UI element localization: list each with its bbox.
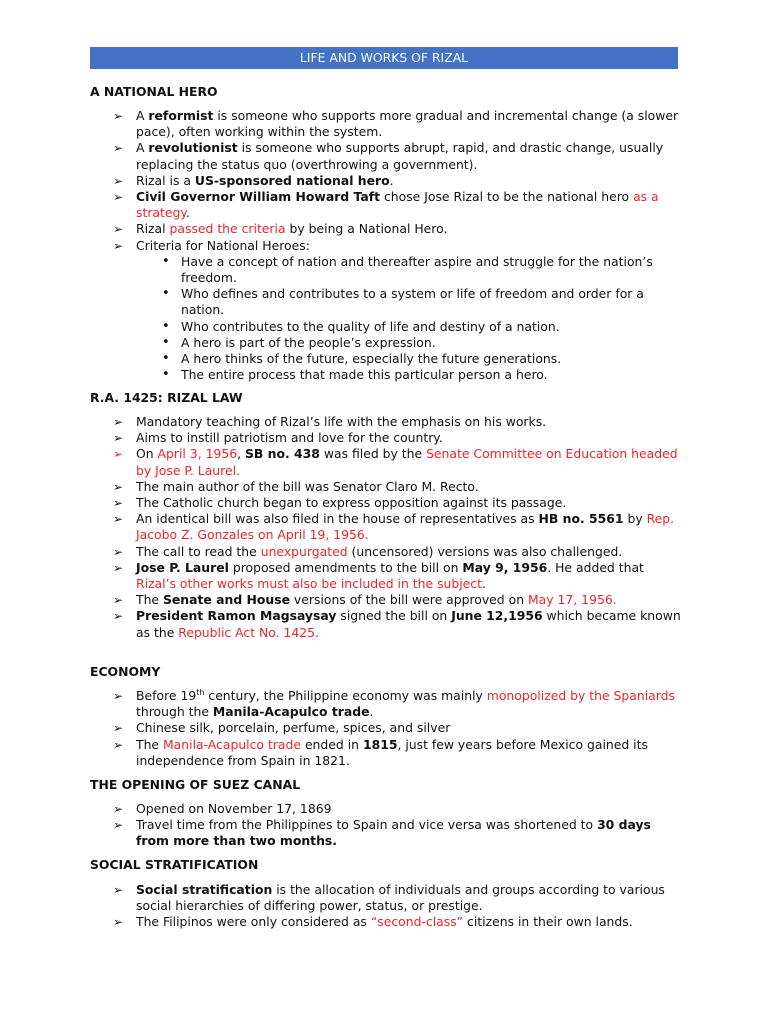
text-segment: An identical bill was also filed in the house of representatives as <box>136 511 539 527</box>
list-item-text <box>136 495 566 510</box>
text-segment: Manila-Acapulco trade <box>212 704 370 720</box>
list-item <box>113 238 683 384</box>
list-item-text <box>136 108 678 139</box>
text-segment: Mandatory teaching of Rizal’s life with the emphasis on his works. <box>136 414 547 429</box>
sublist-item: • Have a concept of nation and thereafter aspire and struggle for the nation’s freedom. <box>159 254 683 286</box>
text-segment: is someone who supports more gradual and incremental change (a slower pace), often working within the system. <box>136 108 679 140</box>
list-item-text <box>136 238 310 253</box>
text-segment: Social stratification <box>136 882 273 897</box>
list-item <box>113 560 683 592</box>
text-segment: which became known as the <box>136 608 681 640</box>
text-segment: citizens in their own lands. <box>463 914 633 930</box>
list-item <box>113 414 683 430</box>
sublist-item: • A hero thinks of the future, especially the future generations. <box>159 351 683 367</box>
text-segment: as a strategy <box>136 189 659 221</box>
list-item-text <box>136 414 546 429</box>
list-item <box>113 173 683 189</box>
list-national-hero <box>113 108 683 383</box>
text-segment: May 17, 1956. <box>527 592 617 608</box>
list-item-text <box>136 817 651 848</box>
text-segment: A <box>136 108 149 123</box>
text-segment: 30 days from more than two months. <box>136 817 651 849</box>
list-item-text <box>136 511 674 542</box>
text-segment: Jose P. Laurel <box>136 559 229 575</box>
text-segment: versions of the bill were approved on <box>289 592 528 608</box>
text-segment: Manila-Acapulco trade <box>162 736 301 752</box>
text-segment: Republic Act No. 1425. <box>178 624 320 640</box>
criteria-sublist <box>159 254 683 384</box>
list-item-text <box>136 173 394 188</box>
list-item-text <box>136 479 479 494</box>
text-segment: chose Jose Rizal to be the national hero <box>380 189 634 205</box>
text-segment: (uncensored) versions was also challenged. <box>347 543 623 559</box>
section-heading-social-stratification: SOCIAL STRATIFICATION <box>90 857 259 872</box>
text-segment: unexpurgated <box>260 543 348 559</box>
text-segment: Travel time from the Philippines to Spain and vice versa was shortened to <box>136 817 598 833</box>
sublist-item: • The entire process that made this particular person a hero. <box>159 367 683 383</box>
list-item-text <box>136 189 659 220</box>
list-item-text <box>136 592 617 607</box>
section-heading-rizal-law: R.A. 1425: RIZAL LAW <box>90 390 243 405</box>
list-item-text <box>136 430 443 445</box>
list-item-text <box>136 221 447 236</box>
text-segment: is the allocation of individuals and groups according to various social hierarchies of differing power, status, or prestige. <box>136 882 665 914</box>
list-item-text <box>136 882 665 913</box>
text-segment: The Filipinos were only considered as <box>136 914 371 930</box>
list-economy <box>113 688 683 769</box>
text-segment: The Catholic church began to express opposition against its passage. <box>136 495 567 511</box>
text-segment: On <box>136 446 158 462</box>
text-segment: monopolized by the Spaniards <box>486 688 675 703</box>
text-segment: Aims to instill patriotism and love for the country. <box>136 430 443 446</box>
sublist-item: • Who contributes to the quality of life and destiny of a nation. <box>159 319 683 335</box>
list-social-stratification <box>113 882 683 931</box>
list-item <box>113 592 683 608</box>
section-heading-suez-canal: THE OPENING OF SUEZ CANAL <box>90 777 301 792</box>
list-item <box>113 446 683 478</box>
list-item <box>113 511 683 543</box>
list-item <box>113 737 683 769</box>
text-segment: Senate and House <box>162 592 290 608</box>
text-segment: Rizal is a <box>136 172 195 188</box>
list-item-text <box>136 737 648 768</box>
list-item <box>113 882 683 914</box>
text-segment: The main author of the bill was Senator Claro M. Recto. <box>136 478 479 494</box>
list-item-text <box>136 560 644 591</box>
text-segment: ended in <box>301 736 363 752</box>
list-item <box>113 720 683 736</box>
text-segment: through the <box>136 704 213 720</box>
text-segment: was filed by the <box>319 446 427 462</box>
text-segment: by <box>623 511 647 527</box>
text-segment: , just few years before Mexico gained its independence from Spain in 1821. <box>136 736 648 768</box>
text-segment: A <box>136 140 149 156</box>
list-item <box>113 801 683 817</box>
list-item <box>113 221 683 237</box>
text-segment: . <box>185 205 190 221</box>
list-item <box>113 495 683 511</box>
text-segment: Rizal’s other works must also be included in the subject <box>136 576 482 592</box>
text-segment: , <box>237 446 245 462</box>
list-item-text <box>136 446 678 477</box>
text-segment: Before 19 <box>136 688 197 703</box>
text-segment: May 9, 1956 <box>462 559 548 575</box>
list-item-text <box>136 140 663 171</box>
text-segment: Opened on November 17, 1869 <box>136 801 332 816</box>
list-item <box>113 189 683 221</box>
text-segment: is someone who supports abrupt, rapid, and drastic change, usually replacing the status quo (overthrowing a government). <box>136 140 664 172</box>
sublist-item: • A hero is part of the people’s expression. <box>159 335 683 351</box>
text-segment: “second-class” <box>370 914 464 930</box>
list-rizal-law <box>113 414 683 641</box>
text-segment: The <box>136 592 163 608</box>
list-item-text <box>136 801 331 816</box>
list-item-text <box>136 720 450 735</box>
text-segment: President Ramon Magsaysay <box>136 608 337 624</box>
list-item-text <box>136 544 622 559</box>
text-segment: April 3, 1956 <box>157 446 238 462</box>
text-segment: proposed amendments to the bill on <box>228 559 463 575</box>
text-segment: Criteria for National Heroes: <box>136 237 310 253</box>
text-segment: The <box>136 736 163 752</box>
text-segment: revolutionist <box>148 140 238 156</box>
list-item <box>113 817 683 849</box>
text-segment: th <box>196 687 205 697</box>
text-segment: signed the bill on <box>336 608 452 624</box>
list-item <box>113 544 683 560</box>
text-segment: . <box>369 704 374 720</box>
sublist-item: • Who defines and contributes to a system or life of freedom and order for a nation. <box>159 286 683 318</box>
list-item <box>113 479 683 495</box>
text-segment: Rep. Jacobo Z. Gonzales on April 19, 1956. <box>136 511 675 543</box>
list-item <box>113 140 683 172</box>
list-item-text <box>136 688 675 719</box>
list-item <box>113 688 683 720</box>
text-segment: US-sponsored national hero <box>194 172 390 188</box>
list-item <box>113 108 683 140</box>
text-segment: The call to read the <box>136 543 261 559</box>
text-segment: 1815 <box>362 736 398 752</box>
document-title: LIFE AND WORKS OF RIZAL <box>90 47 678 69</box>
section-heading-economy: ECONOMY <box>90 664 161 679</box>
list-item-text <box>136 608 681 639</box>
text-segment: Rizal <box>136 221 170 237</box>
text-segment: by being a National Hero. <box>285 221 448 237</box>
list-item <box>113 914 683 930</box>
section-heading-national-hero: A NATIONAL HERO <box>90 84 218 99</box>
text-segment: century, the Philippine economy was mainly <box>204 688 487 703</box>
list-item-text <box>136 914 633 929</box>
list-suez-canal <box>113 801 683 850</box>
text-segment: . He added that <box>547 559 644 575</box>
text-segment: Civil Governor William Howard Taft <box>136 189 381 205</box>
list-item <box>113 430 683 446</box>
text-segment: Senate Committee on Education headed by Jose P. Laurel. <box>136 446 678 478</box>
text-segment: HB no. 5561 <box>538 511 624 527</box>
list-item <box>113 608 683 640</box>
text-segment: . <box>389 172 394 188</box>
text-segment: Chinese silk, porcelain, perfume, spices, and silver <box>136 720 451 736</box>
text-segment: reformist <box>148 108 214 123</box>
text-segment: SB no. 438 <box>245 446 320 462</box>
text-segment: passed the criteria <box>169 221 286 237</box>
text-segment: June 12,1956 <box>451 608 543 624</box>
text-segment: . <box>481 576 486 592</box>
